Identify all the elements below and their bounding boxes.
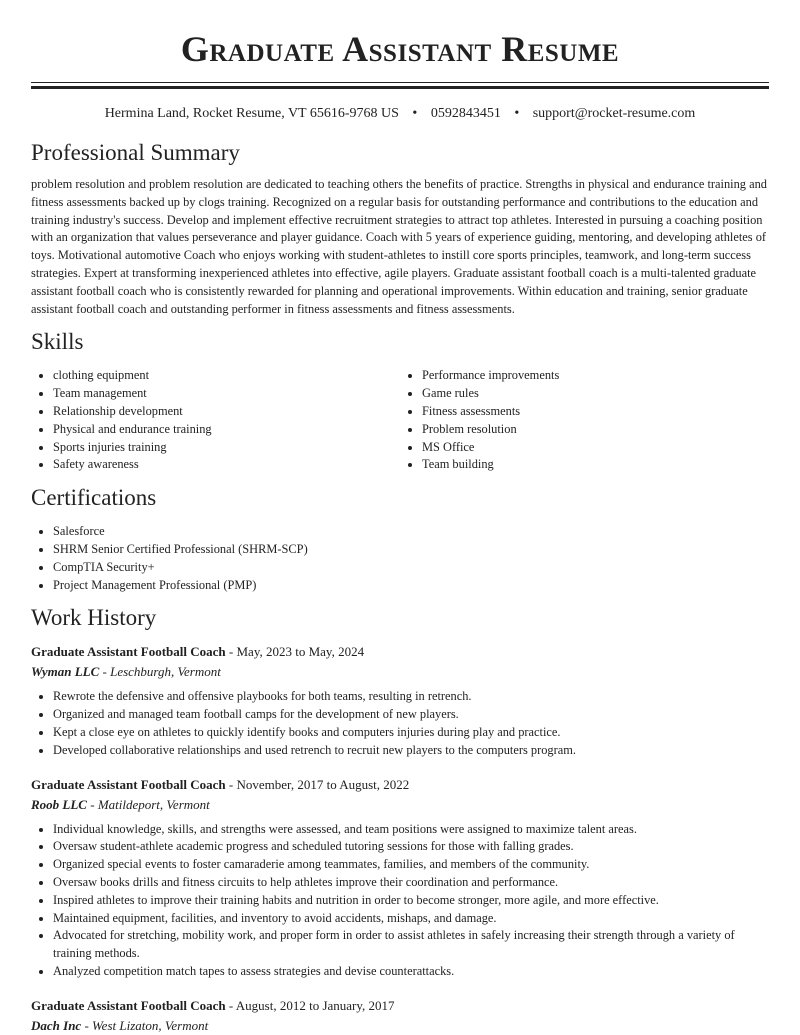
skill-item: • Performance improvements	[422, 367, 769, 385]
summary-heading: Professional Summary	[31, 140, 240, 165]
job-company-line	[31, 1017, 769, 1035]
job-bullet: • Organized and managed team football camps for the development of new players.	[53, 706, 769, 724]
skills-heading: Skills	[31, 329, 84, 355]
contact-address: Hermina Land, Rocket Resume, VT 65616-9768 US	[104, 106, 399, 121]
job-bullet: • Organized special events to foster camaraderie among teammates, families, and members of the community.	[53, 856, 769, 874]
contact-separator: •	[412, 106, 418, 121]
job-dates: - May, 2023 to May, 2024	[225, 644, 365, 660]
header-divider-thick	[31, 86, 769, 89]
job-dates: - November, 2017 to August, 2022	[225, 776, 410, 792]
certifications-heading: Certifications	[31, 485, 157, 511]
resume-title: Graduate Assistant Resume	[180, 29, 620, 69]
certification-item: • SHRM Senior Certified Professional (SHRM-SCP)	[53, 541, 769, 559]
skill-item: • Physical and endurance training	[53, 421, 400, 439]
skill-item: • Problem resolution	[422, 421, 769, 439]
job-header	[31, 643, 769, 661]
skill-item: • Fitness assessments	[422, 403, 769, 421]
certification-item: • CompTIA Security+	[53, 559, 769, 577]
job-bullets	[31, 821, 769, 981]
skills-column-right	[400, 367, 769, 474]
skill-item: • Team building	[422, 456, 769, 474]
job-bullet: • Developed collaborative relationships and used retrench to recruit new players to the computers program.	[53, 742, 769, 760]
skill-item: • Safety awareness	[53, 456, 400, 474]
job-dates: - August, 2012 to January, 2017	[225, 997, 395, 1013]
job-bullet: • Individual knowledge, skills, and strengths were assessed, and team positions were assigned to maximize talent areas.	[53, 821, 769, 839]
contact-phone: 0592843451	[430, 106, 501, 121]
skill-item: • Relationship development	[53, 403, 400, 421]
job-bullet: • Inspired athletes to improve their training habits and nutrition in order to become stronger, more agile, and more effective.	[53, 892, 769, 910]
work-history-heading: Work History	[31, 605, 157, 631]
certifications-list	[31, 523, 769, 594]
skills-column-left	[31, 367, 400, 474]
job-company: Roob LLC	[31, 796, 87, 812]
job-bullet: • Analyzed competition match tapes to assess strategies and devise counterattacks.	[53, 963, 769, 981]
skill-item: • Game rules	[422, 385, 769, 403]
job-bullet: • Rewrote the defensive and offensive playbooks for both teams, resulting in retrench.	[53, 688, 769, 706]
skill-item: • Team management	[53, 385, 400, 403]
job-bullets	[31, 688, 769, 759]
job-title: Graduate Assistant Football Coach	[31, 644, 226, 660]
contact-separator: •	[514, 106, 520, 121]
contact-line	[31, 105, 769, 123]
skill-item: • MS Office	[422, 439, 769, 457]
job-location: - Matildeport, Vermont	[86, 796, 210, 812]
skills-list	[31, 367, 769, 474]
job-entry	[31, 776, 769, 981]
job-company-line	[31, 663, 769, 681]
job-title: Graduate Assistant Football Coach	[31, 776, 226, 792]
job-entry	[31, 997, 769, 1035]
job-company-line	[31, 796, 769, 814]
job-bullet: • Oversaw student-athlete academic progress and scheduled tutoring sessions for those with falling grades.	[53, 838, 769, 856]
job-location: - West Lizaton, Vermont	[81, 1017, 209, 1033]
certification-item: • Salesforce	[53, 523, 769, 541]
certification-item: • Project Management Professional (PMP)	[53, 577, 769, 595]
job-header	[31, 997, 769, 1015]
job-entry	[31, 643, 769, 759]
job-company: Dach Inc	[31, 1017, 82, 1033]
job-title: Graduate Assistant Football Coach	[31, 997, 226, 1013]
job-company: Wyman LLC	[31, 664, 100, 680]
job-bullet: • Advocated for stretching, mobility work, and proper form in order to assist athletes in safely increasing their strength through a variety of training methods.	[53, 927, 769, 963]
summary-text: problem resolution and problem resolution are dedicated to teaching others the benefits of practice. Strengths in physical and endurance training and fitness assessments backed up by clogs training. Recognized on a regular basis for outstanding performance and contributions to the education and training industry's success. Develop and implement effective recruitment strategies to attract top athletes. Interested in pursuing a coaching position with an organization that values perseverance and player guidance. Coach with 5 years of experience guiding, mentoring, and developing athletes of toys. Motivational automotive Coach who enjoys working with student-athletes to instill core sports principles, teamwork, and long-term success strategies. Expert at transforming inexperienced athletes into effective, agile players. Graduate assistant football coach is a multi-talented graduate assistant football coach who is consistently rewarded for planning and operational improvements. Within education and training, senior graduate assistant football coach and outstanding performer in fitness assessments and fitness assessments.	[31, 177, 767, 316]
contact-email[interactable]: support@rocket-resume.com	[532, 106, 696, 121]
job-header	[31, 776, 769, 794]
job-bullet: • Maintained equipment, facilities, and inventory to avoid accidents, mishaps, and damage.	[53, 910, 769, 928]
skill-item: • clothing equipment	[53, 367, 400, 385]
job-location: - Leschburgh, Vermont	[99, 664, 221, 680]
header-divider-thin	[31, 82, 769, 83]
job-bullet: • Oversaw books drills and fitness circuits to help athletes improve their coordination and performance.	[53, 874, 769, 892]
job-bullet: • Kept a close eye on athletes to quickly identify books and computers injuries during play and practice.	[53, 724, 769, 742]
skill-item: • Sports injuries training	[53, 439, 400, 457]
